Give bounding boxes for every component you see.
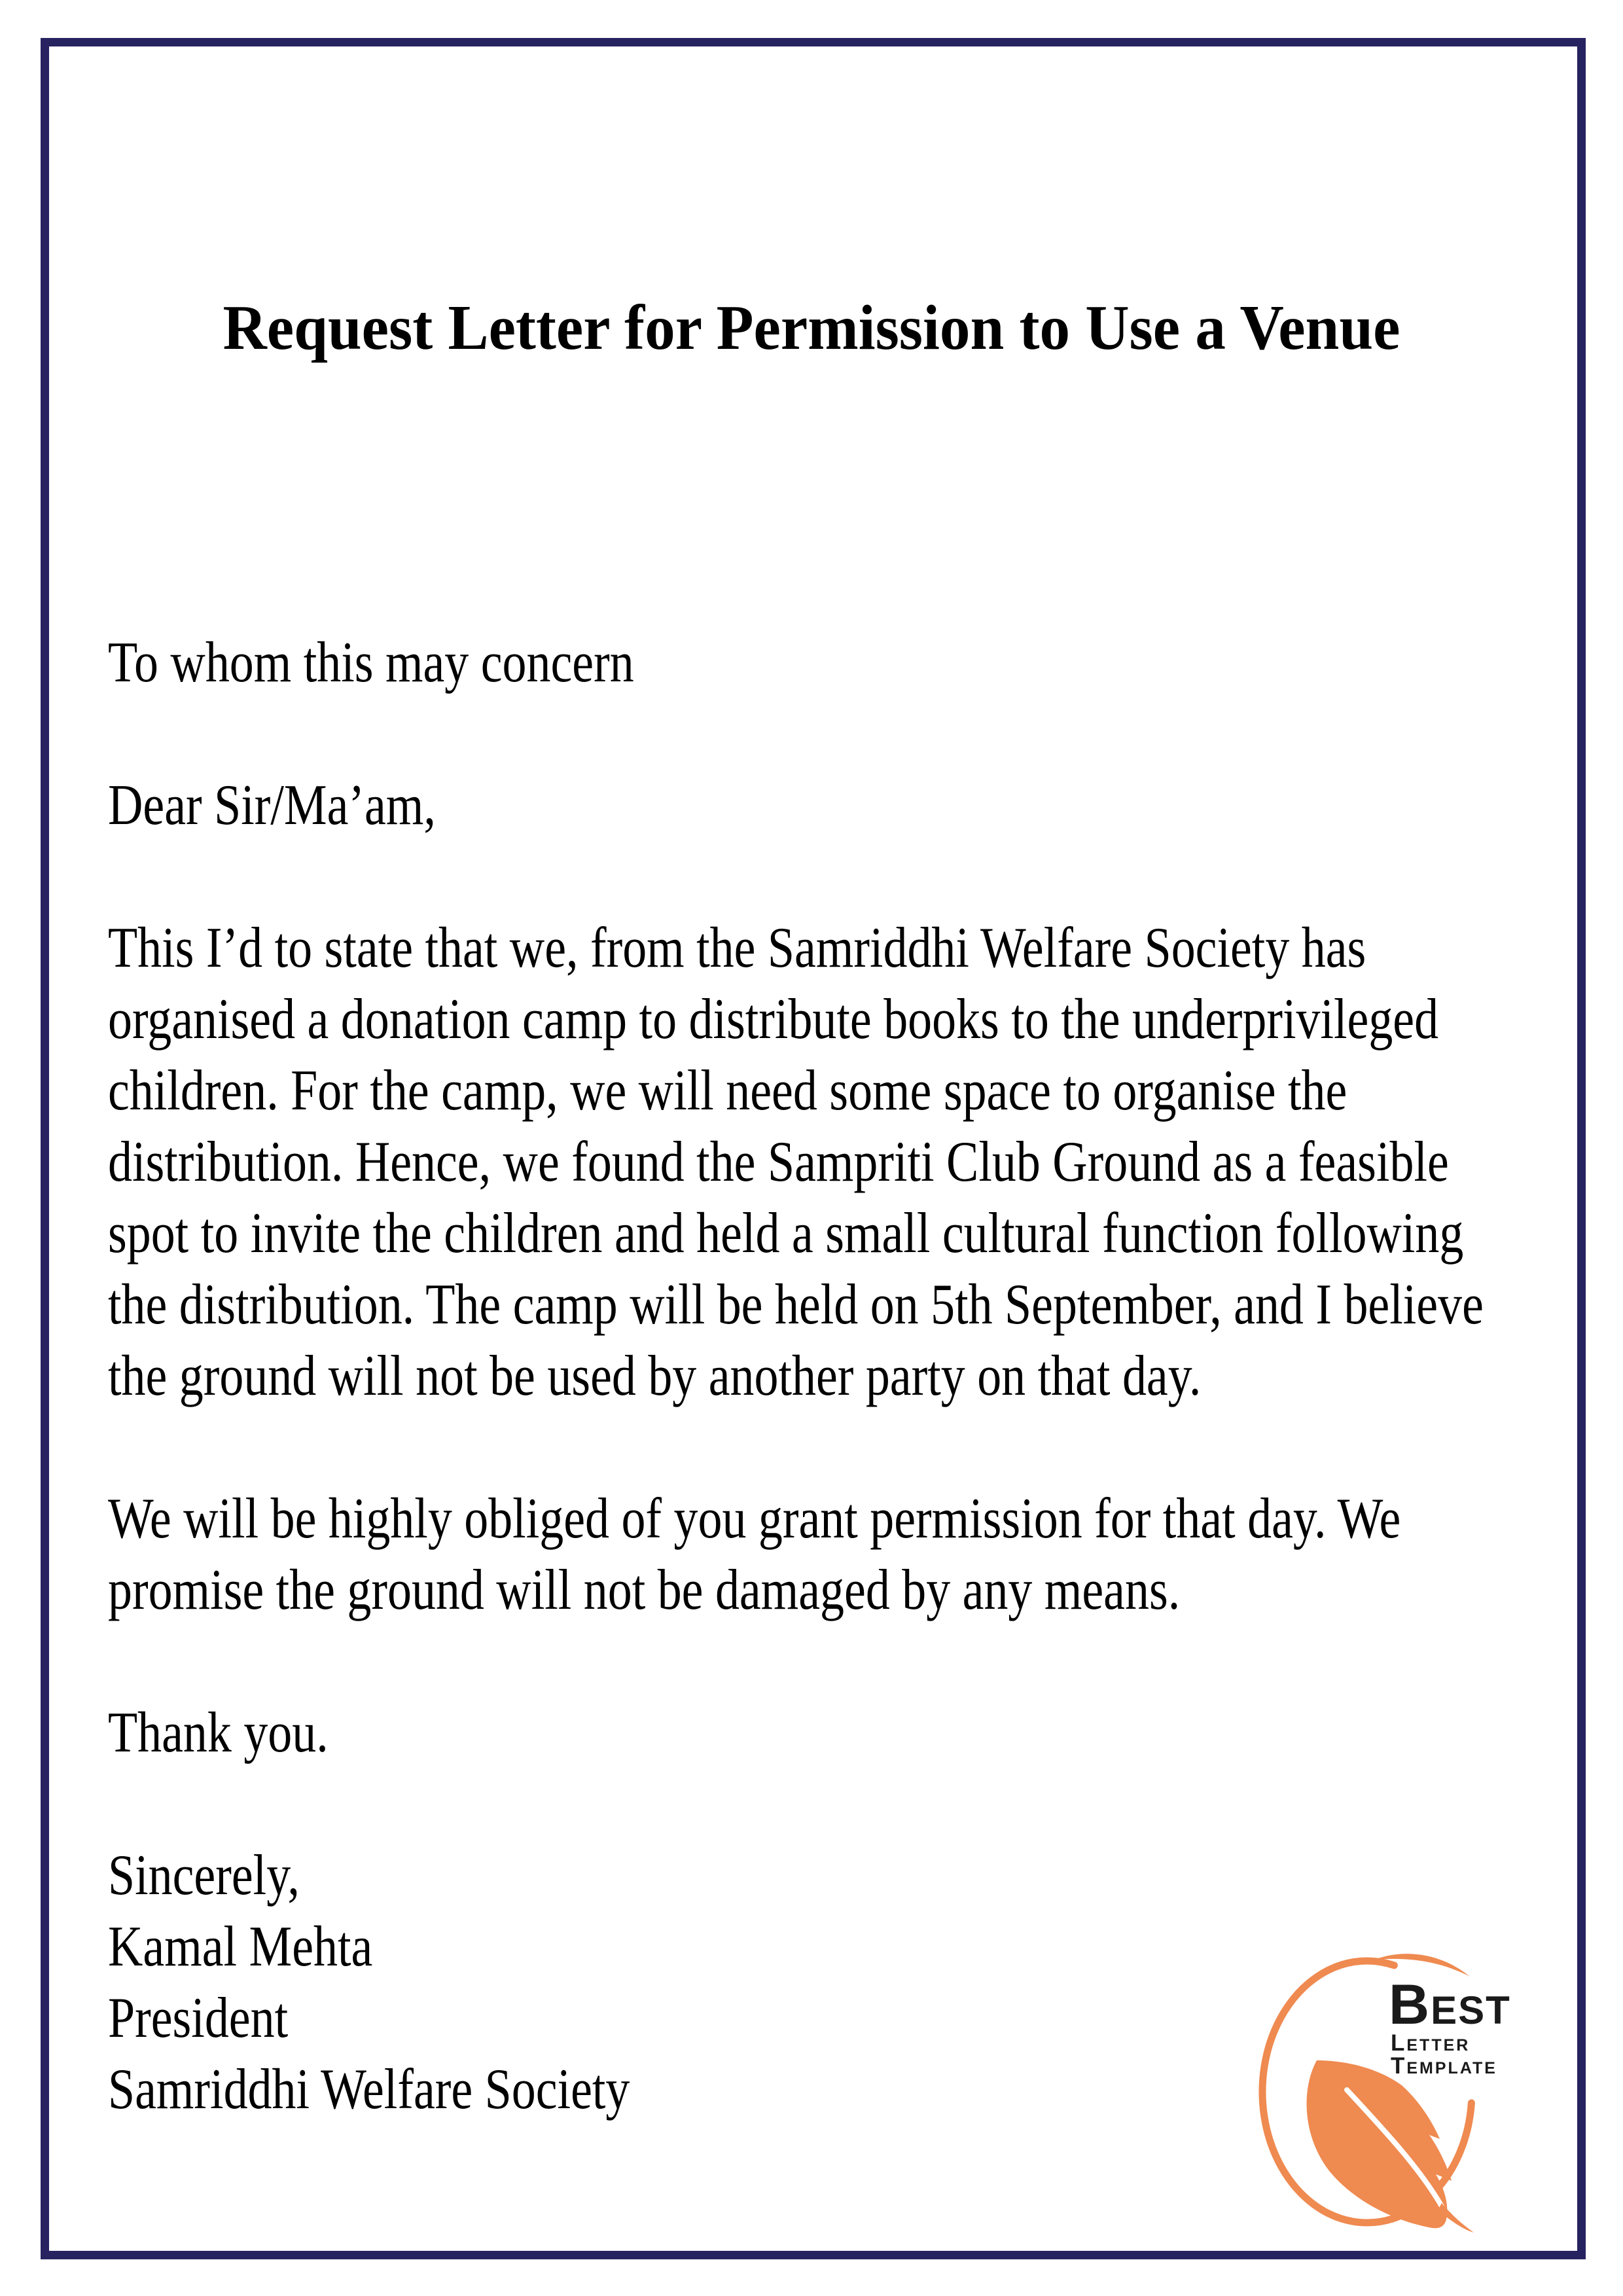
thanks-paragraph: [108, 1697, 1515, 1768]
signature-role: President: [108, 1986, 289, 2050]
body-line: the distribution. The camp will be held on 5th September, and I believe: [108, 1273, 1484, 1336]
feather-icon: [1307, 2060, 1452, 2228]
logo-tagline-text: Letter Template: [1391, 2030, 1497, 2079]
salutation-line: To whom this may concern: [108, 631, 634, 694]
body-line: organised a donation camp to distribute books to the underprivileged: [108, 988, 1439, 1051]
body-paragraph-2: [108, 1483, 1515, 1626]
thanks-line: Thank you.: [108, 1701, 329, 1765]
body-line: promise the ground will not be damaged by any means.: [108, 1558, 1181, 1622]
letter-title: Request Letter for Permission to Use a Venue: [223, 293, 1400, 363]
signature-closing: Sincerely,: [108, 1844, 300, 1907]
signature-organization: Samriddhi Welfare Society: [108, 2058, 630, 2121]
body-line: spot to invite the children and held a small cultural function following: [108, 1202, 1464, 1265]
body-line: the ground will not be used by another party on that day.: [108, 1344, 1202, 1408]
brand-logo: [1243, 1950, 1571, 2278]
body-line: distribution. Hence, we found the Sampriti Club Ground as a feasible: [108, 1130, 1449, 1194]
body-paragraph-1: [108, 912, 1515, 1412]
body-line: We will be highly obliged of you grant permission for that day. We: [108, 1487, 1401, 1551]
letter-content: [108, 0, 1515, 2125]
body-line: This I’d to state that we, from the Samriddhi Welfare Society has: [108, 916, 1366, 980]
body-line: children. For the camp, we will need some space to organise the: [108, 1059, 1347, 1122]
logo-brand-text: Best: [1389, 1973, 1511, 2036]
greeting-paragraph: [108, 770, 1515, 841]
letter-body: [108, 627, 1515, 2125]
signature-name: Kamal Mehta: [108, 1915, 373, 1979]
salutation-paragraph: [108, 627, 1515, 698]
greeting-line: Dear Sir/Ma’am,: [108, 774, 436, 837]
